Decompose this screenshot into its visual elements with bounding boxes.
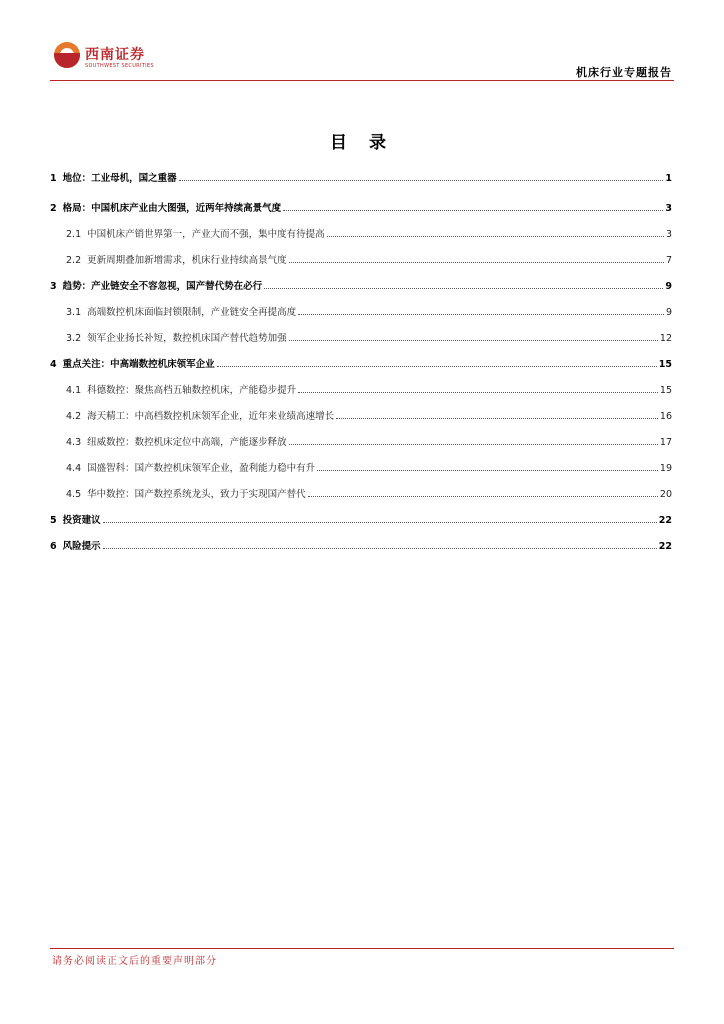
toc-entry-page: 3 — [665, 203, 672, 214]
toc-entry-6[interactable] — [50, 540, 672, 552]
toc-entry-number: 5 — [50, 515, 57, 526]
toc-entry-number: 4.4 — [66, 463, 82, 474]
toc-leader-dots — [103, 522, 657, 523]
toc-entry-4-4[interactable] — [50, 462, 672, 474]
toc-entry-page: 7 — [665, 255, 672, 266]
footer-divider — [50, 948, 674, 949]
toc-entry-number: 2.1 — [66, 229, 82, 240]
toc-entry-number: 3.1 — [66, 307, 82, 318]
logo-english-name: SOUTHWEST SECURITIES — [85, 63, 154, 69]
toc-leader-dots — [283, 210, 663, 211]
toc-entry-title: 纽威数控：数控机床定位中高端，产能逐步释放 — [87, 437, 287, 448]
toc-leader-dots — [336, 418, 658, 419]
toc-leader-dots — [317, 470, 658, 471]
toc-entry-title: 更新周期叠加新增需求，机床行业持续高景气度 — [87, 255, 287, 266]
toc-entry-page: 9 — [665, 281, 672, 292]
toc-entry-4-2[interactable] — [50, 410, 672, 422]
toc-entry-number: 4.2 — [66, 411, 82, 422]
toc-entry-number: 2 — [50, 203, 57, 214]
toc-leader-dots — [289, 444, 658, 445]
toc-entry-title: 领军企业扬长补短，数控机床国产替代趋势加强 — [87, 333, 287, 344]
toc-entry-title: 地位：工业母机，国之重器 — [62, 173, 177, 184]
toc-leader-dots — [179, 180, 664, 181]
toc-entry-number: 3.2 — [66, 333, 82, 344]
toc-leader-dots — [217, 366, 657, 367]
toc-entry-page: 15 — [658, 359, 672, 370]
toc-entry-title: 科德数控：聚焦高档五轴数控机床，产能稳步提升 — [87, 385, 297, 396]
toc-entry-title: 投资建议 — [62, 515, 101, 526]
toc-entry-title: 格局：中国机床产业由大图强，近两年持续高景气度 — [62, 203, 282, 214]
toc-entry-number: 1 — [50, 173, 57, 184]
toc-entry-page: 20 — [659, 489, 672, 500]
toc-entry-title: 海天精工：中高档数控机床领军企业，近年来业绩高速增长 — [87, 411, 335, 422]
toc-entry-3-2[interactable] — [50, 332, 672, 344]
toc-entry-number: 3 — [50, 281, 57, 292]
toc-entry-5[interactable] — [50, 514, 672, 526]
toc-leader-dots — [327, 236, 664, 237]
toc-leader-dots — [308, 496, 658, 497]
toc-entry-title: 华中数控：国产数控系统龙头，致力于实现国产替代 — [87, 489, 306, 500]
toc-entry-page: 22 — [658, 515, 672, 526]
toc-entry-page: 15 — [659, 385, 672, 396]
toc-entry-page: 22 — [658, 541, 672, 552]
toc-entry-3[interactable] — [50, 280, 672, 292]
toc-entry-number: 6 — [50, 541, 57, 552]
toc-entry-2-2[interactable] — [50, 254, 672, 266]
toc-entry-number: 4.3 — [66, 437, 82, 448]
toc-entry-title: 重点关注：中高端数控机床领军企业 — [62, 359, 215, 370]
toc-entry-2[interactable] — [50, 202, 672, 214]
logo-emblem-icon — [54, 42, 80, 68]
page-header — [0, 0, 724, 90]
toc-entry-title: 中国机床产销世界第一，产业大而不强，集中度有待提高 — [87, 229, 325, 240]
toc-entry-page: 9 — [665, 307, 672, 318]
toc-entry-number: 4 — [50, 359, 57, 370]
toc-entry-page: 3 — [665, 229, 672, 240]
toc-leader-dots — [289, 262, 664, 263]
toc-entry-page: 16 — [659, 411, 672, 422]
toc-entry-title: 国盛智科：国产数控机床领军企业，盈利能力稳中有升 — [87, 463, 316, 474]
toc-entry-4-1[interactable] — [50, 384, 672, 396]
toc-leader-dots — [103, 548, 657, 549]
company-logo — [54, 42, 154, 76]
toc-entry-4[interactable] — [50, 358, 672, 370]
toc-entry-title: 高端数控机床面临封锁限制，产业链安全再提高度 — [87, 307, 297, 318]
toc-leader-dots — [289, 340, 658, 341]
toc-entry-page: 12 — [659, 333, 672, 344]
logo-chinese-name: 西南证券 — [85, 47, 145, 63]
toc-entry-title: 风险提示 — [62, 541, 101, 552]
toc-entry-2-1[interactable] — [50, 228, 672, 240]
toc-entry-page: 1 — [665, 173, 672, 184]
toc-entry-3-1[interactable] — [50, 306, 672, 318]
toc-leader-dots — [298, 392, 658, 393]
toc-entry-page: 17 — [659, 437, 672, 448]
header-divider — [50, 80, 674, 81]
toc-entry-page: 19 — [659, 463, 672, 474]
toc-entry-4-5[interactable] — [50, 488, 672, 500]
toc-entry-number: 4.5 — [66, 489, 82, 500]
toc-title: 目 录 — [330, 133, 394, 153]
toc-entry-number: 2.2 — [66, 255, 82, 266]
toc-entry-1[interactable] — [50, 172, 672, 184]
toc-entry-title: 趋势：产业链安全不容忽视，国产替代势在必行 — [62, 281, 263, 292]
toc-leader-dots — [264, 288, 663, 289]
toc-leader-dots — [298, 314, 664, 315]
report-type-label: 机床行业专题报告 — [576, 66, 672, 79]
toc-entry-number: 4.1 — [66, 385, 82, 396]
footer-disclaimer: 请务必阅读正文后的重要声明部分 — [52, 956, 217, 967]
toc-entry-4-3[interactable] — [50, 436, 672, 448]
